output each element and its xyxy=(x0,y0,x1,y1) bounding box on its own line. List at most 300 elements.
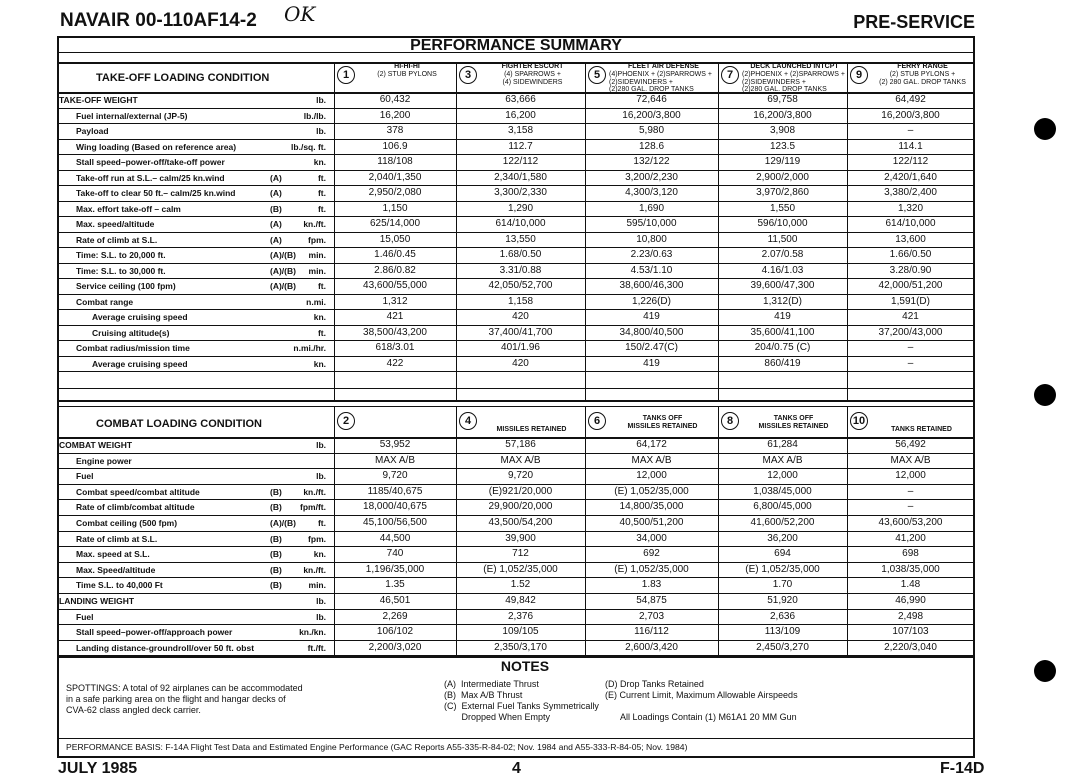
row-divider xyxy=(58,340,974,341)
table-cell: 41,600/52,200 xyxy=(750,517,815,528)
table-cell: 1,312(D) xyxy=(763,295,802,307)
table-cell: 2.86/0.82 xyxy=(374,264,416,276)
row-unit: min. xyxy=(308,265,326,276)
table-cell: 61,284 xyxy=(767,439,798,450)
table-cell: 37,200/43,000 xyxy=(878,326,943,338)
row-label: Fuel xyxy=(76,611,94,622)
table-cell: 12,000 xyxy=(767,470,798,482)
table-cell: 2,636 xyxy=(769,610,796,622)
table-cell: 116/112 xyxy=(634,626,669,638)
page-number: 4 xyxy=(512,760,521,777)
table-cell: 3,200/2,230 xyxy=(625,171,678,183)
table-cell: 35,600/41,100 xyxy=(750,326,815,338)
table-cell: 3.28/0.90 xyxy=(889,264,932,276)
row-label: Take-off to clear 50 ft.– calm/25 kn.wind xyxy=(76,188,236,198)
table-cell: 118/108 xyxy=(377,156,413,167)
table-cell: 123.5 xyxy=(769,140,796,152)
table-cell: 1,591(D) xyxy=(891,295,930,307)
column-subtitle: MISSILES RETAINED xyxy=(496,426,567,433)
table-cell: 1,150 xyxy=(382,202,408,214)
loading-condition-number: 10 xyxy=(850,412,868,430)
table-cell: 2,269 xyxy=(382,610,408,622)
table-cell: 14,800/35,000 xyxy=(619,501,684,513)
row-divider xyxy=(58,515,974,516)
loading-condition-number: 8 xyxy=(721,412,739,430)
table-cell: 109/105 xyxy=(502,626,539,638)
table-cell: 1,196/35,000 xyxy=(365,563,425,575)
column-subtitle: (2)PHOENIX + (2)SPARROWS + xyxy=(742,71,845,78)
row-divider xyxy=(58,388,974,389)
table-cell: 625/14,000 xyxy=(369,218,421,229)
row-label: Time: S.L. to 30,000 ft. xyxy=(76,265,166,276)
table-cell: 378 xyxy=(386,125,404,136)
column-subtitle: (2)280 GAL. DROP TANKS xyxy=(609,86,694,93)
table-cell: 12,000 xyxy=(895,470,926,482)
row-label: COMBAT WEIGHT xyxy=(59,440,133,450)
row-unit: lb./lb. xyxy=(303,110,326,121)
row-note: (A) xyxy=(270,219,282,229)
row-note: (A) xyxy=(270,172,282,183)
spottings-line: CVA-62 class angled deck carrier. xyxy=(66,705,201,715)
table-cell: – xyxy=(907,342,914,353)
row-label: LANDING WEIGHT xyxy=(59,596,135,606)
table-cell: 69,758 xyxy=(767,94,798,105)
row-unit: kn./ft. xyxy=(303,486,326,497)
table-cell: 692 xyxy=(643,548,660,560)
table-cell: 2,950/2,080 xyxy=(368,187,422,198)
table-cell: 1,312 xyxy=(382,295,408,307)
row-divider xyxy=(58,356,974,357)
table-cell: 3.31/0.88 xyxy=(499,264,542,276)
row-note: (A)/(B) xyxy=(270,250,296,260)
row-label: Time: S.L. to 20,000 ft. xyxy=(76,250,166,260)
row-unit: ft. xyxy=(317,188,326,198)
table-cell: 1,290 xyxy=(507,202,534,214)
table-cell: 614/10,000 xyxy=(495,218,546,229)
table-cell: 2,900/2,000 xyxy=(756,171,809,183)
row-note: (B) xyxy=(270,533,282,544)
document-status: PRE-SERVICE xyxy=(853,12,975,32)
table-cell: 860/419 xyxy=(764,357,801,369)
row-divider xyxy=(58,484,974,485)
row-divider xyxy=(58,201,974,202)
table-cell: 2,420/1,640 xyxy=(884,171,937,183)
table-cell: 614/10,000 xyxy=(885,218,936,229)
row-unit: ft. xyxy=(317,518,326,528)
row-divider xyxy=(58,400,974,402)
column-subtitle: (2)280 GAL. DROP TANKS xyxy=(742,86,827,93)
row-note: (B) xyxy=(270,203,282,214)
table-cell: 44,500 xyxy=(379,532,411,544)
row-unit: lb./sq. ft. xyxy=(291,141,326,152)
row-divider xyxy=(58,309,974,310)
row-unit: fpm/ft. xyxy=(300,502,326,513)
table-cell: 2,600/3,420 xyxy=(625,641,678,653)
column-title: FIGHTER ESCORT xyxy=(501,63,564,70)
row-divider xyxy=(58,294,974,295)
row-label: Payload xyxy=(76,126,109,136)
row-label: Average cruising speed xyxy=(92,358,188,369)
row-note: (A) xyxy=(270,234,282,245)
row-unit: lb. xyxy=(316,126,326,136)
row-divider xyxy=(58,577,974,578)
row-divider xyxy=(58,232,974,233)
table-cell: 4.53/1.10 xyxy=(630,264,673,276)
row-unit: kn. xyxy=(313,157,326,167)
table-cell: 29,900/20,000 xyxy=(488,501,553,513)
note-line: All Loadings Contain (1) M61A1 20 MM Gun xyxy=(620,712,797,722)
row-label: Fuel xyxy=(76,471,94,482)
row-divider xyxy=(58,52,974,53)
table-cell: 43,500/54,200 xyxy=(488,517,553,528)
table-cell: 122/112 xyxy=(502,156,539,167)
document-id: NAVAIR 00-110AF14-2 xyxy=(60,10,257,31)
row-divider xyxy=(58,624,974,625)
row-unit: kn. xyxy=(313,358,326,369)
row-unit: kn./ft. xyxy=(303,564,326,575)
table-cell: 1.48 xyxy=(900,579,921,591)
row-divider xyxy=(58,123,974,124)
row-divider xyxy=(58,170,974,171)
row-unit: n.mi. xyxy=(306,296,326,307)
loading-condition-number: 4 xyxy=(459,412,477,430)
table-cell: 40,500/51,200 xyxy=(619,517,684,528)
footer-date: JULY 1985 xyxy=(58,760,138,777)
loading-condition-number: 9 xyxy=(850,66,868,84)
row-unit: lb. xyxy=(316,95,326,105)
table-cell: 1.52 xyxy=(510,579,531,591)
table-cell: 1,550 xyxy=(769,202,796,214)
spottings-line: in a safe parking area on the flight and hangar decks of xyxy=(66,694,286,704)
row-note: (B) xyxy=(270,502,282,513)
table-cell: – xyxy=(907,357,914,369)
table-cell: 36,200 xyxy=(767,532,798,544)
table-cell: 113/109 xyxy=(764,626,801,638)
table-cell: 107/103 xyxy=(892,626,929,638)
row-divider xyxy=(58,108,974,109)
table-cell: (E)921/20,000 xyxy=(488,485,553,497)
table-cell: 2,376 xyxy=(507,610,534,622)
row-unit: ft. xyxy=(317,327,326,338)
table-cell: 4.16/1.03 xyxy=(761,264,804,276)
row-label: Combat ceiling (500 fpm) xyxy=(76,518,178,528)
row-label: Average cruising speed xyxy=(92,312,188,322)
table-cell: – xyxy=(907,485,914,497)
column-title: HI-HI-HI xyxy=(394,63,420,70)
row-divider xyxy=(58,609,974,610)
row-unit: kn./kn. xyxy=(299,627,326,638)
table-cell: 12,000 xyxy=(636,470,667,482)
table-cell: 16,200/3,800 xyxy=(881,109,940,121)
table-cell: 38,600/46,300 xyxy=(619,280,684,291)
table-cell: 3,970/2,860 xyxy=(756,187,809,198)
row-label: Fuel internal/external (JP-5) xyxy=(76,110,188,121)
row-label: Take-off run at S.L.– calm/25 kn.wind xyxy=(76,172,225,183)
table-cell: 16,200/3,800 xyxy=(622,109,681,121)
row-label: Landing distance-groundroll/over 50 ft. obst xyxy=(76,642,255,653)
row-unit: n.mi./hr. xyxy=(293,343,326,353)
row-divider xyxy=(58,640,974,641)
handwritten-annotation: OK xyxy=(284,2,316,26)
table-cell: 16,200/3,800 xyxy=(753,109,812,121)
table-cell: 204/0.75 (C) xyxy=(754,342,811,353)
row-note: (B) xyxy=(270,549,282,560)
row-label: Wing loading (Based on reference area) xyxy=(76,141,237,152)
table-cell: 420 xyxy=(512,357,529,369)
column-subtitle: (4) SPARROWS + xyxy=(504,71,561,78)
table-cell: 740 xyxy=(386,548,404,560)
table-cell: 18,000/40,675 xyxy=(363,501,427,513)
table-cell: 122/112 xyxy=(892,156,929,167)
table-cell: 4,300/3,120 xyxy=(625,187,678,198)
performance-basis: PERFORMANCE BASIS: F-14A Flight Test Data and Estimated Engine Performance (GAC Reports A55-335-R-84-02; Nov. 1984 and A55-333-R-84-05; Nov. 1984) xyxy=(66,742,688,752)
column-subtitle: MISSILES RETAINED xyxy=(627,423,698,430)
table-cell: 698 xyxy=(902,548,919,560)
row-unit: lb. xyxy=(316,611,326,622)
footer-aircraft: F-14D xyxy=(940,760,985,777)
table-cell: MAX A/B xyxy=(631,454,672,466)
column-subtitle: (4)PHOENIX + (2)SPARROWS + xyxy=(609,71,712,78)
row-unit: kn. xyxy=(313,549,326,560)
table-cell: 60,432 xyxy=(379,94,411,105)
row-divider xyxy=(58,453,974,454)
row-divider xyxy=(58,278,974,279)
table-cell: 421 xyxy=(902,311,919,322)
row-unit: ft. xyxy=(317,281,326,291)
table-cell: MAX A/B xyxy=(500,454,541,466)
table-cell: 3,380/2,400 xyxy=(884,187,937,198)
table-cell: 64,492 xyxy=(895,94,926,105)
table-cell: 422 xyxy=(386,357,404,369)
note-line: (C) External Fuel Tanks Symmetrically xyxy=(444,701,599,711)
column-subtitle: (2) STUB PYLONS + xyxy=(889,71,956,78)
combat-section-label: COMBAT LOADING CONDITION xyxy=(96,418,263,430)
table-cell: 13,600 xyxy=(895,233,926,245)
row-divider xyxy=(58,531,974,532)
row-divider xyxy=(58,406,974,407)
row-label: Max. Speed/altitude xyxy=(76,564,156,575)
row-note: (A)/(B) xyxy=(270,518,296,528)
table-cell: 114.1 xyxy=(898,140,923,152)
table-cell: 618/3.01 xyxy=(375,342,415,353)
table-cell: 106.9 xyxy=(382,140,408,152)
row-divider xyxy=(58,154,974,155)
spottings-line: SPOTTINGS: A total of 92 airplanes can be accommodated xyxy=(66,683,303,693)
row-label: Combat radius/mission time xyxy=(76,343,190,353)
row-unit: lb. xyxy=(316,440,326,450)
table-cell: 2,220/3,040 xyxy=(884,641,937,653)
table-cell: 1.46/0.45 xyxy=(374,249,416,260)
table-cell: 41,200 xyxy=(895,532,926,544)
row-label: Stall speed–power-off/take-off power xyxy=(76,157,225,167)
table-cell: 2,040/1,350 xyxy=(368,171,422,183)
page-title: PERFORMANCE SUMMARY xyxy=(410,37,622,54)
table-cell: 11,500 xyxy=(767,233,798,245)
row-label: Time S.L. to 40,000 Ft xyxy=(76,580,163,591)
row-unit: fpm. xyxy=(308,234,326,245)
table-cell: 1,226(D) xyxy=(632,295,671,307)
table-cell: 9,720 xyxy=(382,470,408,482)
table-cell: 34,000 xyxy=(636,532,667,544)
column-title: DECK LAUNCHED INTCPT xyxy=(750,63,839,70)
table-cell: 419 xyxy=(643,311,660,322)
table-cell: 45,100/56,500 xyxy=(363,517,427,528)
table-cell: 39,900 xyxy=(505,532,536,544)
table-cell: 129/119 xyxy=(764,156,801,167)
table-cell: 51,920 xyxy=(767,595,798,606)
table-cell: 112.7 xyxy=(508,140,533,152)
loading-condition-number: 6 xyxy=(588,412,606,430)
note-line: (A) Intermediate Thrust xyxy=(444,679,539,689)
table-cell: 64,172 xyxy=(636,439,667,450)
takeoff-section-label: TAKE-OFF LOADING CONDITION xyxy=(96,72,270,84)
row-unit: min. xyxy=(308,580,326,591)
table-cell: 1.83 xyxy=(641,579,662,591)
column-subtitle: TANKS OFF xyxy=(773,415,814,422)
row-divider xyxy=(58,216,974,217)
binder-hole-icon xyxy=(1034,384,1056,406)
row-label: Max. speed/altitude xyxy=(76,219,155,229)
table-cell: 1,690 xyxy=(638,202,665,214)
note-line: Dropped When Empty xyxy=(444,712,551,722)
table-cell: 420 xyxy=(512,311,529,322)
note-line: (B) Max A/B Thrust xyxy=(444,690,523,700)
row-label: Combat range xyxy=(76,296,134,307)
table-cell: 421 xyxy=(386,311,404,322)
row-label: Rate of climb at S.L. xyxy=(76,234,158,245)
table-cell: 1,158 xyxy=(507,295,534,307)
table-cell: 1,038/45,000 xyxy=(753,485,812,497)
table-cell: 56,492 xyxy=(895,439,926,450)
table-cell: 5,980 xyxy=(638,125,665,136)
table-cell: – xyxy=(907,501,914,513)
row-label: Cruising altitude(s) xyxy=(92,327,170,338)
table-cell: 6,800/45,000 xyxy=(753,501,812,513)
row-unit: lb. xyxy=(316,596,326,606)
table-cell: 1.68/0.50 xyxy=(499,249,542,260)
table-cell: 694 xyxy=(774,548,791,560)
column-title: FERRY RANGE xyxy=(897,63,948,70)
row-label: Service ceiling (100 fpm) xyxy=(76,281,176,291)
table-cell: 419 xyxy=(774,311,791,322)
row-label: Max. speed at S.L. xyxy=(76,549,150,560)
row-divider xyxy=(58,139,974,140)
binder-hole-icon xyxy=(1034,118,1056,140)
table-cell: (E) 1,052/35,000 xyxy=(483,563,558,575)
table-cell: 419 xyxy=(643,357,660,369)
loading-condition-number: 7 xyxy=(721,66,739,84)
note-line: (E) Current Limit, Maximum Allowable Airspeeds xyxy=(605,690,798,700)
table-cell: MAX A/B xyxy=(762,454,803,466)
row-note: (B) xyxy=(270,564,282,575)
table-cell: 72,646 xyxy=(636,94,667,105)
table-cell: 1.35 xyxy=(385,579,405,591)
row-note: (A)/(B) xyxy=(270,281,296,291)
table-cell: 712 xyxy=(512,548,529,560)
row-note: (B) xyxy=(270,580,282,591)
row-divider xyxy=(58,562,974,563)
row-unit: lb. xyxy=(316,471,326,482)
loading-condition-number: 1 xyxy=(337,66,355,84)
table-cell: 596/10,000 xyxy=(757,218,808,229)
table-cell: 1.66/0.50 xyxy=(889,249,932,260)
table-cell: 54,875 xyxy=(636,595,667,606)
table-cell: 2,340/1,580 xyxy=(494,171,547,183)
binder-hole-icon xyxy=(1034,660,1056,682)
note-line: (D) Drop Tanks Retained xyxy=(605,679,704,689)
table-cell: 34,800/40,500 xyxy=(619,326,684,338)
row-unit: min. xyxy=(308,250,326,260)
table-cell: 1,320 xyxy=(897,202,924,214)
column-subtitle: (2)SIDEWINDERS + xyxy=(609,78,673,86)
table-cell: 3,158 xyxy=(507,125,534,136)
table-cell: 3,908 xyxy=(769,125,796,136)
table-cell: 595/10,000 xyxy=(626,218,677,229)
table-cell: 63,666 xyxy=(505,94,536,105)
table-cell: 46,990 xyxy=(895,595,926,606)
row-divider xyxy=(58,371,974,372)
loading-condition-number: 2 xyxy=(337,412,355,430)
table-cell: MAX A/B xyxy=(890,454,931,466)
table-cell: – xyxy=(907,125,914,136)
table-cell: 16,200 xyxy=(379,109,411,121)
row-label: Engine power xyxy=(76,455,132,466)
table-cell: 132/122 xyxy=(633,156,670,167)
row-divider xyxy=(58,593,974,594)
table-cell: 15,050 xyxy=(379,233,411,245)
table-cell: 46,501 xyxy=(379,595,411,606)
row-label: Rate of climb/combat altitude xyxy=(76,502,195,513)
row-divider xyxy=(58,185,974,186)
row-divider xyxy=(58,499,974,500)
table-cell: 2.23/0.63 xyxy=(630,249,673,260)
table-cell: 2,350/3,170 xyxy=(494,641,547,653)
row-divider xyxy=(58,325,974,326)
table-cell: 2,200/3,020 xyxy=(368,641,422,653)
loading-condition-number: 5 xyxy=(588,66,606,84)
column-subtitle: (2) 280 GAL. DROP TANKS xyxy=(879,78,966,86)
row-divider xyxy=(58,738,974,739)
row-unit: ft./ft. xyxy=(307,642,326,653)
row-note: (A) xyxy=(270,188,282,198)
table-cell: 37,400/41,700 xyxy=(488,326,553,338)
row-unit: kn. xyxy=(313,312,326,322)
table-cell: 2.07/0.58 xyxy=(761,249,804,260)
row-label: TAKE-OFF WEIGHT xyxy=(59,95,138,105)
row-unit: fpm. xyxy=(308,533,326,544)
column-subtitle: TANKS OFF xyxy=(642,415,683,422)
row-label: Stall speed–power-off/approach power xyxy=(76,627,233,638)
row-unit: ft. xyxy=(317,172,326,183)
table-cell: 1.70 xyxy=(772,579,793,591)
table-cell: 57,186 xyxy=(505,439,536,450)
table-cell: 3,300/2,330 xyxy=(494,187,547,198)
table-cell: (E) 1,052/35,000 xyxy=(614,485,689,497)
table-cell: 2,498 xyxy=(897,610,924,622)
table-cell: 106/102 xyxy=(376,626,414,638)
table-cell: 38,500/43,200 xyxy=(363,326,427,338)
table-cell: 43,600/53,200 xyxy=(878,517,943,528)
table-cell: 42,000/51,200 xyxy=(878,280,943,291)
row-label: Rate of climb at S.L. xyxy=(76,533,158,544)
column-subtitle: (2)SIDEWINDERS + xyxy=(742,78,806,86)
table-cell: 16,200 xyxy=(505,109,536,121)
table-cell: 49,842 xyxy=(505,595,536,606)
column-subtitle: (4) SIDEWINDERS xyxy=(502,78,563,86)
table-cell: 1185/40,675 xyxy=(367,485,423,497)
row-note: (A)/(B) xyxy=(270,265,296,276)
column-title: FLEET AIR DEFENSE xyxy=(628,63,699,70)
